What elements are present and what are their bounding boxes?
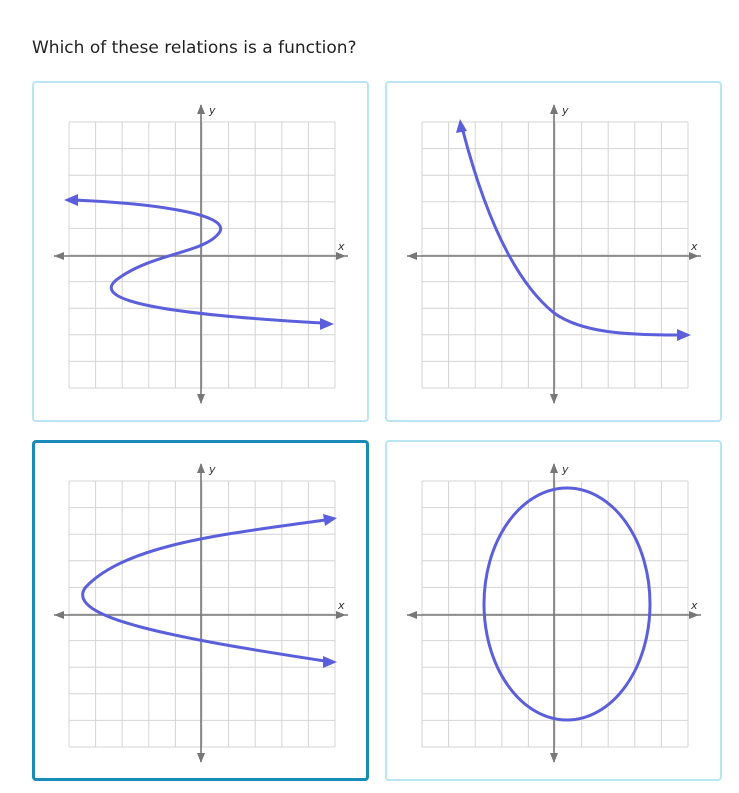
x-axis-arrow-left — [407, 252, 417, 260]
y-axis-arrow-up — [197, 104, 205, 114]
grid-4 — [422, 481, 688, 747]
relation-curve — [74, 200, 322, 323]
y-axis-arrow-down — [550, 753, 558, 763]
graph-1 — [34, 83, 367, 420]
grid-2 — [422, 122, 688, 388]
y-axis-arrow-up — [550, 104, 558, 114]
x-axis-label: x — [338, 599, 345, 612]
y-axis-arrow-up — [197, 463, 205, 473]
y-axis-arrow-down — [550, 394, 558, 404]
y-axis-label: y — [562, 463, 569, 476]
relation-curve — [83, 520, 325, 661]
x-axis-arrow-right — [336, 611, 346, 619]
x-axis-arrow-right — [689, 252, 699, 260]
x-axis-arrow-left — [54, 252, 64, 260]
curve-arrow-right — [677, 329, 691, 341]
grid-1 — [69, 122, 335, 388]
x-axis-label: x — [691, 240, 698, 253]
choice-card-1[interactable] — [32, 81, 369, 422]
graph-2 — [387, 83, 720, 420]
curve-arrow-left — [64, 194, 78, 206]
y-axis-label: y — [562, 104, 569, 117]
relation-curve — [463, 131, 679, 335]
x-axis-arrow-left — [54, 611, 64, 619]
y-axis-arrow-up — [550, 463, 558, 473]
graph-4 — [387, 442, 720, 779]
curve-arrow-top — [456, 119, 467, 133]
y-axis-arrow-down — [197, 753, 205, 763]
x-axis-label: x — [691, 599, 698, 612]
choice-card-4[interactable] — [385, 440, 722, 781]
relation-curve — [484, 488, 650, 720]
y-axis-label: y — [209, 463, 216, 476]
y-axis-arrow-down — [197, 394, 205, 404]
graph-3 — [35, 443, 366, 778]
y-axis-label: y — [209, 104, 216, 117]
x-axis-label: x — [338, 240, 345, 253]
curve-arrow-right — [320, 318, 334, 330]
choice-card-2[interactable] — [385, 81, 722, 422]
choice-card-3[interactable] — [32, 440, 369, 781]
x-axis-arrow-left — [407, 611, 417, 619]
x-axis-arrow-right — [336, 252, 346, 260]
question-text: Which of these relations is a function? — [32, 38, 357, 58]
grid-3 — [69, 481, 335, 747]
x-axis-arrow-right — [689, 611, 699, 619]
